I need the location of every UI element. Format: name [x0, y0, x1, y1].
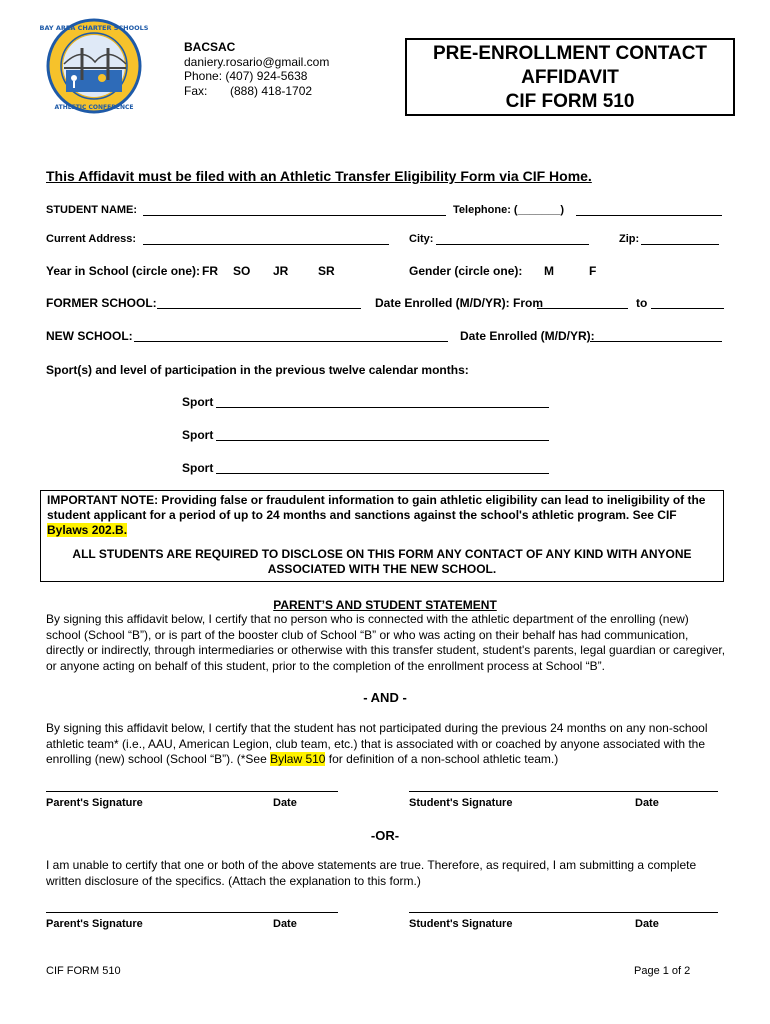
bacsac-logo	[39, 18, 149, 114]
statement-paragraph-2-end: for definition of a non-school athletic team.)	[325, 752, 559, 766]
sport-field-1[interactable]	[216, 407, 549, 408]
new-school-label: NEW SCHOOL:	[46, 329, 133, 343]
footer-form-id: CIF FORM 510	[46, 965, 121, 977]
statement-paragraph-2	[46, 721, 716, 768]
org-contact-block	[184, 40, 329, 98]
sport-label-1: Sport	[182, 395, 214, 409]
parent-signature-label-2: Parent's Signature	[46, 918, 143, 930]
date-enrolled-from-label: Date Enrolled (M/D/YR): From	[375, 296, 544, 310]
zip-field[interactable]	[641, 244, 719, 245]
former-school-label: FORMER SCHOOL:	[46, 296, 157, 310]
year-option-so[interactable]: SO	[233, 264, 251, 278]
parent-signature-label-1: Parent's Signature	[46, 797, 143, 809]
org-fax	[184, 84, 329, 99]
important-note-main: IMPORTANT NOTE: Providing false or fraudulent information to gain athletic eligibility can lead to ineligibility of the student applicant for a period of up to 24 months and sanctions against the school's athletic program. See CIF	[47, 493, 706, 522]
former-school-field[interactable]	[157, 308, 361, 309]
title-line-3: CIF FORM 510	[505, 91, 635, 112]
title-line-1: PRE-ENROLLMENT CONTACT	[432, 43, 708, 64]
form-title-box	[405, 38, 735, 116]
parent-date-label-2: Date	[273, 918, 297, 930]
sport-field-2[interactable]	[216, 440, 549, 441]
title-line-2: AFFIDAVIT	[521, 67, 619, 88]
student-signature-label-2: Student's Signature	[409, 918, 513, 930]
to-label: to	[636, 296, 648, 310]
sport-field-3[interactable]	[216, 473, 549, 474]
disclosure-requirement: ALL STUDENTS ARE REQUIRED TO DISCLOSE ON THIS FORM ANY CONTACT OF ANY KIND WITH ANYONE ASSOCIATED WITH THE NEW SCHOOL.	[72, 547, 692, 576]
new-school-field[interactable]	[134, 341, 448, 342]
student-signature-line-1[interactable]	[409, 791, 718, 792]
fax-label: Fax:	[184, 83, 208, 98]
date-enrolled-new-field[interactable]	[590, 341, 722, 342]
org-phone: Phone: (407) 924-5638	[184, 69, 308, 83]
fax-number: (888) 418-1702	[230, 83, 313, 98]
sports-label: Sport(s) and level of participation in the previous twelve calendar months:	[46, 363, 469, 377]
telephone-field[interactable]	[576, 215, 722, 216]
statement-paragraph-3: I am unable to certify that one or both of the above statements are true. Therefore, as required, I am submitting a complete written disclosure of the specifics. (Attach the explanation to this form.)	[46, 858, 697, 888]
year-label: Year in School (circle one):	[46, 264, 201, 278]
gender-label: Gender (circle one):	[409, 264, 523, 278]
bylaw-510-highlight: Bylaw 510	[270, 752, 326, 766]
address-field[interactable]	[143, 244, 389, 245]
bylaw-202b-highlight: Bylaws 202.B.	[47, 523, 128, 537]
important-note-text	[47, 493, 717, 538]
parent-signature-line-1[interactable]	[46, 791, 338, 792]
sport-label-2: Sport	[182, 428, 214, 442]
and-separator: - AND -	[363, 690, 407, 705]
sport-label-3: Sport	[182, 461, 214, 475]
gender-option-f[interactable]: F	[589, 264, 597, 278]
student-name-field[interactable]	[143, 215, 446, 216]
footer-page-number: Page 1 of 2	[634, 965, 691, 977]
or-separator: -OR-	[370, 828, 400, 843]
city-field[interactable]	[436, 244, 589, 245]
student-signature-label-1: Student's Signature	[409, 797, 513, 809]
gender-option-m[interactable]: M	[544, 264, 554, 278]
city-label: City:	[409, 233, 434, 245]
date-enrolled-new-label: Date Enrolled (M/D/YR):	[460, 329, 595, 343]
student-signature-line-2[interactable]	[409, 912, 718, 913]
date-enrolled-from-field[interactable]	[537, 308, 628, 309]
statement-paragraph-2-main: By signing this affidavit below, I certify that the student has not participated during the previous 24 months on any non-school athletic team* (i.e., AAU, American Legion, club team, etc.) that is associated with or coached by anyone associated with the enrolling (new) school (School “B”). (*See	[46, 721, 708, 766]
year-option-fr[interactable]: FR	[202, 264, 218, 278]
important-note-box	[40, 490, 724, 582]
statement-heading: PARENT’S AND STUDENT STATEMENT	[273, 598, 497, 612]
parent-date-label-1: Date	[273, 797, 297, 809]
org-name: BACSAC	[184, 40, 236, 54]
student-date-label-1: Date	[635, 797, 659, 809]
year-option-jr[interactable]: JR	[273, 264, 289, 278]
logo-text-top: BAY AREA CHARTER SCHOOLS	[39, 24, 149, 32]
zip-label: Zip:	[619, 233, 640, 245]
date-enrolled-to-field[interactable]	[651, 308, 724, 309]
year-option-sr[interactable]: SR	[318, 264, 335, 278]
address-label: Current Address:	[46, 233, 137, 245]
filing-notice: This Affidavit must be filed with an Athletic Transfer Eligibility Form via CIF Home.	[46, 168, 592, 184]
statement-paragraph-1: By signing this affidavit below, I certify that no person who is connected with the athletic department of the enrolling (new) school (School “B”), or is part of the booster club of School “B” or who was acting on their behalf has had communication, directly or indirectly, through intermediaries or otherwise with this transfer student, student's parents, legal guardian or caregiver, or anyone acting on behalf of this student, prior to the completion of the enrollment process at School “B”.	[46, 612, 726, 673]
logo-text-bottom: ATHLETIC CONFERENCE	[54, 104, 134, 111]
parent-signature-line-2[interactable]	[46, 912, 338, 913]
org-email: daniery.rosario@gmail.com	[184, 54, 330, 69]
telephone-label: Telephone: (_______)	[453, 204, 565, 216]
student-name-label: STUDENT NAME:	[46, 204, 138, 216]
student-date-label-2: Date	[635, 918, 659, 930]
